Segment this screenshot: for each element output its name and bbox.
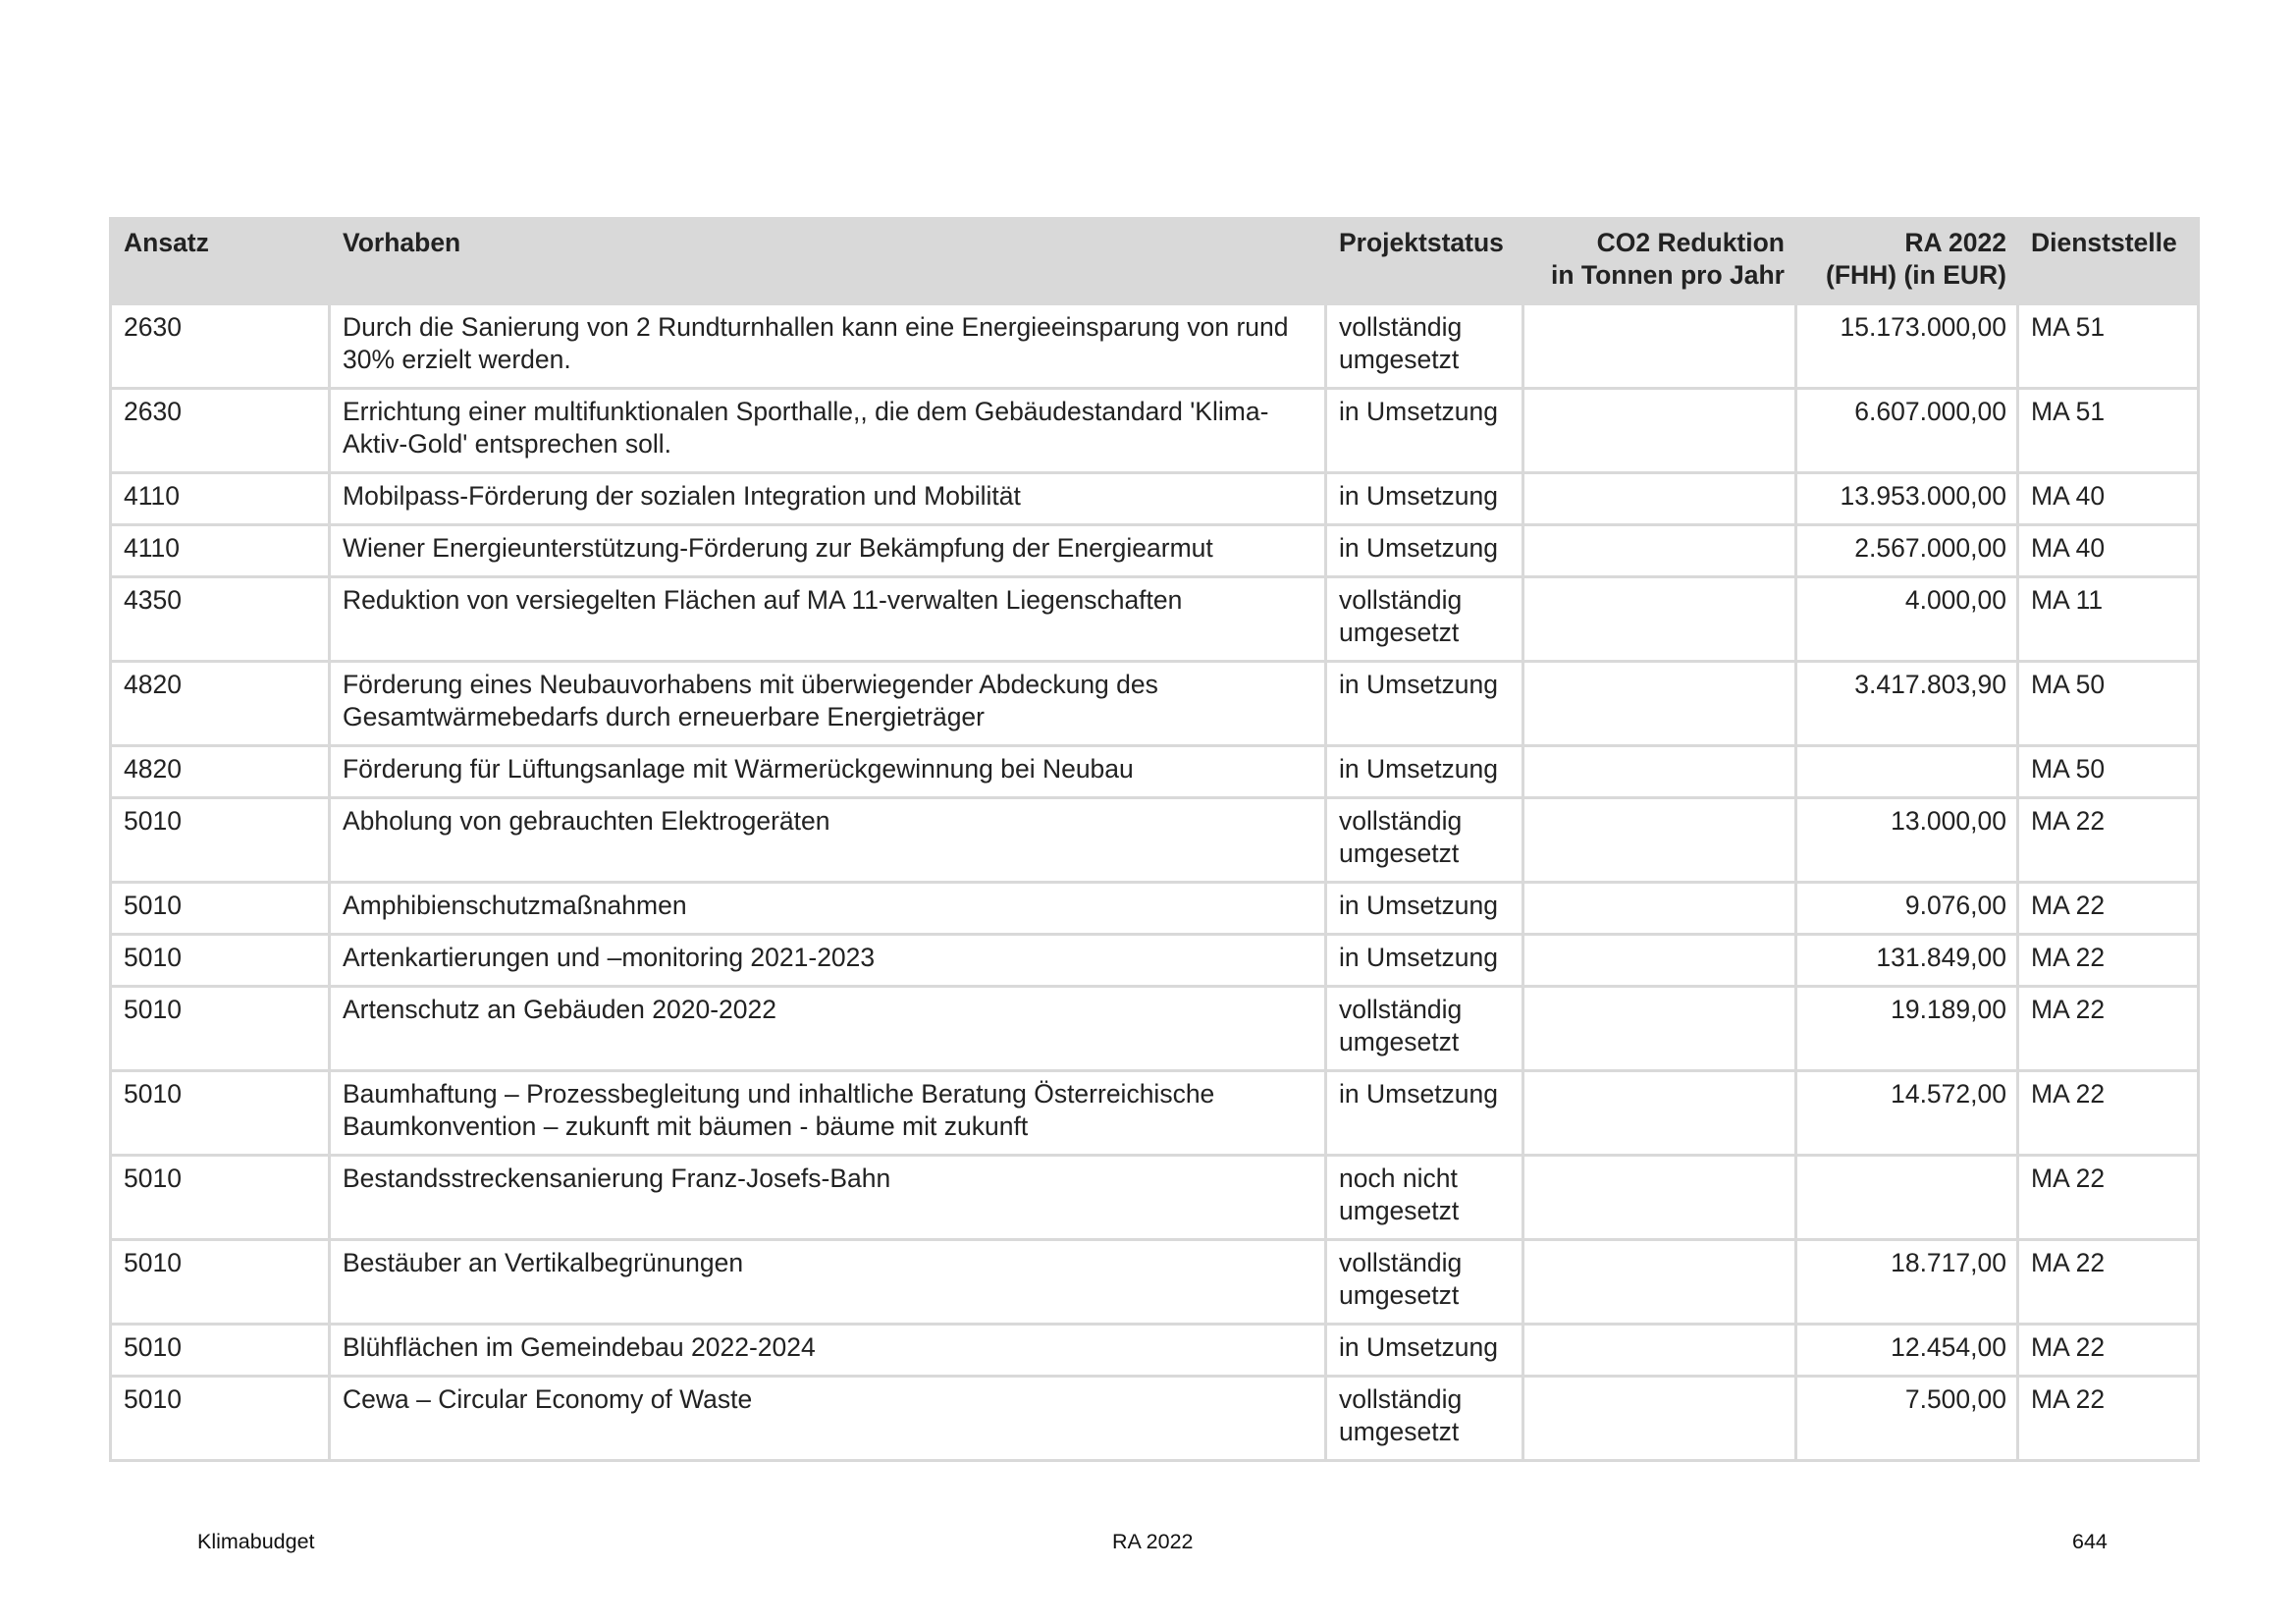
cell-status: vollständig umgesetzt (1326, 1240, 1523, 1325)
cell-ansatz: 5010 (111, 987, 330, 1071)
header-ra-line1: RA 2022 (1904, 228, 2006, 257)
cell-co2 (1523, 662, 1796, 746)
cell-vorhaben: Artenschutz an Gebäuden 2020-2022 (330, 987, 1326, 1071)
cell-ra-amount: 4.000,00 (1796, 577, 2018, 662)
cell-status: in Umsetzung (1326, 935, 1523, 987)
table-row (111, 1240, 2199, 1325)
cell-ra-amount: 3.417.803,90 (1796, 662, 2018, 746)
footer-report-name: RA 2022 (1112, 1530, 1194, 1553)
footer-page-number: 644 (2072, 1530, 2108, 1553)
cell-ansatz: 2630 (111, 304, 330, 389)
cell-co2 (1523, 473, 1796, 525)
cell-dienststelle: MA 22 (2018, 935, 2199, 987)
cell-co2 (1523, 525, 1796, 577)
table-row (111, 389, 2199, 473)
header-ansatz: Ansatz (111, 219, 330, 304)
header-row (111, 219, 2199, 304)
cell-ansatz: 5010 (111, 1071, 330, 1156)
cell-vorhaben: Artenkartierungen und –monitoring 2021-2023 (330, 935, 1326, 987)
cell-status: in Umsetzung (1326, 1071, 1523, 1156)
cell-dienststelle: MA 22 (2018, 1377, 2199, 1461)
cell-status: in Umsetzung (1326, 1325, 1523, 1377)
cell-ra-amount: 14.572,00 (1796, 1071, 2018, 1156)
cell-dienststelle: MA 22 (2018, 1325, 2199, 1377)
header-co2-line1: CO2 Reduktion (1596, 228, 1785, 257)
cell-co2 (1523, 935, 1796, 987)
cell-dienststelle: MA 11 (2018, 577, 2199, 662)
cell-vorhaben: Förderung eines Neubauvorhabens mit überwiegender Abdeckung des Gesamtwärmebedarfs durch erneuerbare Energieträger (330, 662, 1326, 746)
cell-co2 (1523, 798, 1796, 883)
budget-table (109, 217, 2200, 1462)
cell-ansatz: 4110 (111, 525, 330, 577)
cell-ra-amount: 19.189,00 (1796, 987, 2018, 1071)
cell-status: vollständig umgesetzt (1326, 304, 1523, 389)
cell-vorhaben: Blühflächen im Gemeindebau 2022-2024 (330, 1325, 1326, 1377)
cell-status: in Umsetzung (1326, 525, 1523, 577)
cell-vorhaben: Baumhaftung – Prozessbegleitung und inhaltliche Beratung Österreichische Baumkonvention – zukunft mit bäumen - bäume mit zukunft (330, 1071, 1326, 1156)
cell-ra-amount: 12.454,00 (1796, 1325, 2018, 1377)
cell-co2 (1523, 577, 1796, 662)
table-row (111, 746, 2199, 798)
cell-co2 (1523, 987, 1796, 1071)
cell-ra-amount (1796, 1156, 2018, 1240)
cell-vorhaben: Bestandsstreckensanierung Franz-Josefs-Bahn (330, 1156, 1326, 1240)
header-ra-2022 (1796, 219, 2018, 304)
cell-status: vollständig umgesetzt (1326, 1377, 1523, 1461)
table-row (111, 883, 2199, 935)
cell-status: noch nicht umgesetzt (1326, 1156, 1523, 1240)
cell-co2 (1523, 1156, 1796, 1240)
cell-status: in Umsetzung (1326, 473, 1523, 525)
table-body (111, 304, 2199, 1461)
table-row (111, 304, 2199, 389)
cell-status: vollständig umgesetzt (1326, 798, 1523, 883)
table-row (111, 577, 2199, 662)
table-row (111, 987, 2199, 1071)
cell-ansatz: 2630 (111, 389, 330, 473)
cell-dienststelle: MA 22 (2018, 1156, 2199, 1240)
table-row (111, 1156, 2199, 1240)
cell-ansatz: 5010 (111, 1325, 330, 1377)
header-dienststelle: Dienststelle (2018, 219, 2199, 304)
header-projektstatus: Projektstatus (1326, 219, 1523, 304)
cell-dienststelle: MA 51 (2018, 389, 2199, 473)
table-row (111, 525, 2199, 577)
cell-ra-amount: 131.849,00 (1796, 935, 2018, 987)
cell-vorhaben: Durch die Sanierung von 2 Rundturnhallen kann eine Energieeinsparung von rund 30% erzielt werden. (330, 304, 1326, 389)
cell-ra-amount (1796, 746, 2018, 798)
cell-ansatz: 4110 (111, 473, 330, 525)
cell-ansatz: 5010 (111, 1377, 330, 1461)
cell-ra-amount: 15.173.000,00 (1796, 304, 2018, 389)
cell-ansatz: 5010 (111, 1156, 330, 1240)
cell-co2 (1523, 883, 1796, 935)
cell-ra-amount: 13.000,00 (1796, 798, 2018, 883)
table-row (111, 1377, 2199, 1461)
header-vorhaben: Vorhaben (330, 219, 1326, 304)
cell-vorhaben: Wiener Energieunterstützung-Förderung zur Bekämpfung der Energiearmut (330, 525, 1326, 577)
cell-ansatz: 4820 (111, 746, 330, 798)
cell-status: in Umsetzung (1326, 662, 1523, 746)
cell-dienststelle: MA 22 (2018, 987, 2199, 1071)
cell-co2 (1523, 389, 1796, 473)
table-row (111, 935, 2199, 987)
cell-status: vollständig umgesetzt (1326, 987, 1523, 1071)
table-header (111, 219, 2199, 304)
cell-co2 (1523, 304, 1796, 389)
header-ra-line2: (FHH) (in EUR) (1826, 260, 2006, 290)
cell-co2 (1523, 1240, 1796, 1325)
cell-ansatz: 5010 (111, 935, 330, 987)
table-row (111, 1071, 2199, 1156)
cell-dienststelle: MA 50 (2018, 662, 2199, 746)
cell-ra-amount: 13.953.000,00 (1796, 473, 2018, 525)
table-row (111, 473, 2199, 525)
cell-dienststelle: MA 40 (2018, 525, 2199, 577)
cell-dienststelle: MA 22 (2018, 798, 2199, 883)
cell-co2 (1523, 1071, 1796, 1156)
table-row (111, 1325, 2199, 1377)
cell-vorhaben: Förderung für Lüftungsanlage mit Wärmerückgewinnung bei Neubau (330, 746, 1326, 798)
cell-vorhaben: Cewa – Circular Economy of Waste (330, 1377, 1326, 1461)
cell-co2 (1523, 746, 1796, 798)
cell-ra-amount: 9.076,00 (1796, 883, 2018, 935)
cell-co2 (1523, 1325, 1796, 1377)
cell-dienststelle: MA 22 (2018, 883, 2199, 935)
table-row (111, 662, 2199, 746)
cell-status: in Umsetzung (1326, 746, 1523, 798)
cell-status: in Umsetzung (1326, 883, 1523, 935)
cell-ra-amount: 7.500,00 (1796, 1377, 2018, 1461)
cell-ansatz: 5010 (111, 883, 330, 935)
cell-vorhaben: Errichtung einer multifunktionalen Sporthalle,, die dem Gebäudestandard 'Klima-Aktiv-Gold' entsprechen soll. (330, 389, 1326, 473)
cell-status: vollständig umgesetzt (1326, 577, 1523, 662)
cell-ansatz: 5010 (111, 1240, 330, 1325)
header-co2-reduktion (1523, 219, 1796, 304)
cell-dienststelle: MA 22 (2018, 1240, 2199, 1325)
cell-ansatz: 4350 (111, 577, 330, 662)
cell-ansatz: 4820 (111, 662, 330, 746)
cell-vorhaben: Abholung von gebrauchten Elektrogeräten (330, 798, 1326, 883)
cell-dienststelle: MA 22 (2018, 1071, 2199, 1156)
cell-vorhaben: Reduktion von versiegelten Flächen auf MA 11-verwalten Liegenschaften (330, 577, 1326, 662)
cell-vorhaben: Mobilpass-Förderung der sozialen Integration und Mobilität (330, 473, 1326, 525)
footer-document-title: Klimabudget (197, 1530, 315, 1553)
cell-ra-amount: 6.607.000,00 (1796, 389, 2018, 473)
cell-vorhaben: Bestäuber an Vertikalbegrünungen (330, 1240, 1326, 1325)
header-co2-line2: in Tonnen pro Jahr (1550, 260, 1785, 290)
cell-dienststelle: MA 40 (2018, 473, 2199, 525)
cell-ra-amount: 2.567.000,00 (1796, 525, 2018, 577)
table-row (111, 798, 2199, 883)
cell-dienststelle: MA 51 (2018, 304, 2199, 389)
cell-co2 (1523, 1377, 1796, 1461)
cell-status: in Umsetzung (1326, 389, 1523, 473)
cell-vorhaben: Amphibienschutzmaßnahmen (330, 883, 1326, 935)
cell-ra-amount: 18.717,00 (1796, 1240, 2018, 1325)
cell-ansatz: 5010 (111, 798, 330, 883)
cell-dienststelle: MA 50 (2018, 746, 2199, 798)
